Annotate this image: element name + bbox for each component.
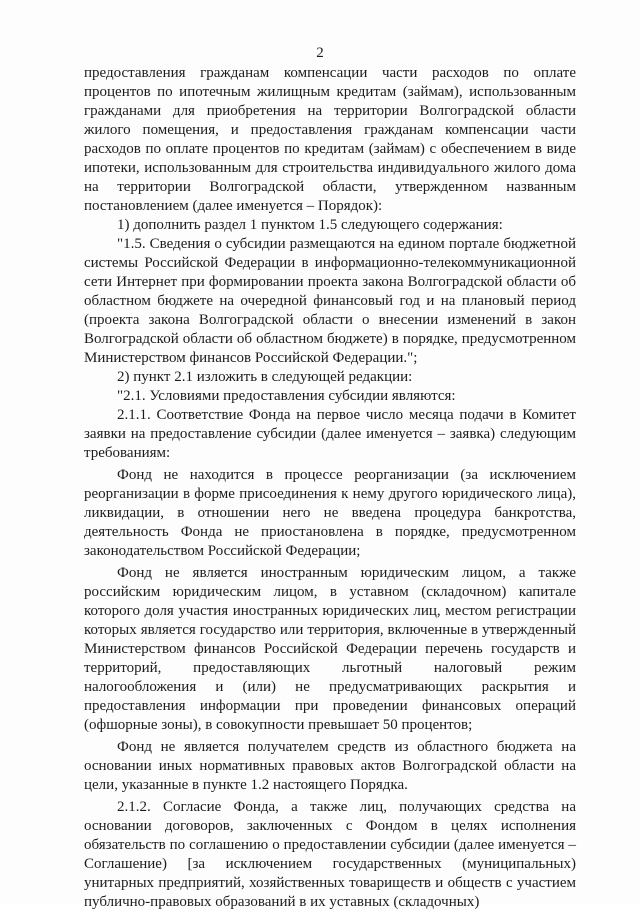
paragraph-item-1: 1) дополнить раздел 1 пунктом 1.5 следующего содержания: (117, 217, 503, 233)
paragraph-item-2: 2) пункт 2.1 изложить в следующей редакции: (117, 369, 413, 385)
paragraph-clause-2-1-2: 2.1.2. Согласие Фонда, а также лиц, получающих средства на основании договоров, заключенных с Фондом в целях исполнения обязательств по соглашению о предоставлении субсидии (далее именуется – Соглашение) [за исключением государственных (муниципальных) унитарных предприятий, хозяйственных товариществ и обществ с участием публично-правовых образований в их уставных (складочных) (84, 799, 576, 910)
paragraph-clause-2-1: "2.1. Условиями предоставления субсидии являются: (117, 388, 456, 404)
paragraph-clause-1-5: "1.5. Сведения о субсидии размещаются на едином портале бюджетной системы Российской Федерации в информационно-телекоммуникационной сети Интернет при формировании проекта закона Волгоградской области об областном бюджете на очередной финансовый год и на плановый период (проекта закона Волгоградской области о внесении изменений в закон Волгоградской области об областном бюджете) в порядке, предусмотренном Министерством финансов Российской Федерации."; (84, 236, 576, 366)
paragraph-clause-2-1-1: 2.1.1. Соответствие Фонда на первое число месяца подачи в Комитет заявки на предоставление субсидии (далее именуется – заявка) следующим требованиям: (84, 407, 576, 461)
paragraph-continuation: предоставления гражданам компенсации части расходов по оплате процентов по ипотечным жилищным кредитам (займам), использованным гражданами для приобретения на территории Волгоградской области жилого помещения, и предоставления гражданам компенсации части расходов по оплате процентов по кредитам (займам) с обеспечением в виде ипотеки, использованным для строительства индивидуального жилого дома на территории Волгоградской области, утвержденном названным постановлением (далее именуется – Порядок): (84, 65, 576, 214)
page-number: 2 (316, 45, 324, 61)
paragraph-requirement-foreign: Фонд не является иностранным юридическим лицом, а также российским юридическим лицом, в уставном (складочном) капитале которого доля участия иностранных юридических лиц, местом регистрации которых является государство или территория, включенные в утвержденный Министерством финансов Российской Федерации перечень государств и территорий, предоставляющих льготный налоговый режим налогообложения и (или) не предусматривающих раскрытия и предоставления информации при проведении финансовых операций (офшорные зоны), в совокупности превышает 50 процентов; (84, 565, 576, 733)
paragraph-requirement-reorganization: Фонд не находится в процессе реорганизации (за исключением реорганизации в форме присоединения к нему другого юридического лица), ликвидации, в отношении него не введена процедура банкротства, деятельность Фонда не приостановлена в порядке, предусмотренном законодательством Российской Федерации; (84, 467, 576, 559)
paragraph-requirement-budget: Фонд не является получателем средств из областного бюджета на основании иных нормативных правовых актов Волгоградской области на цели, указанные в пункте 1.2 настоящего Порядка. (84, 739, 576, 793)
document-body (84, 64, 576, 912)
